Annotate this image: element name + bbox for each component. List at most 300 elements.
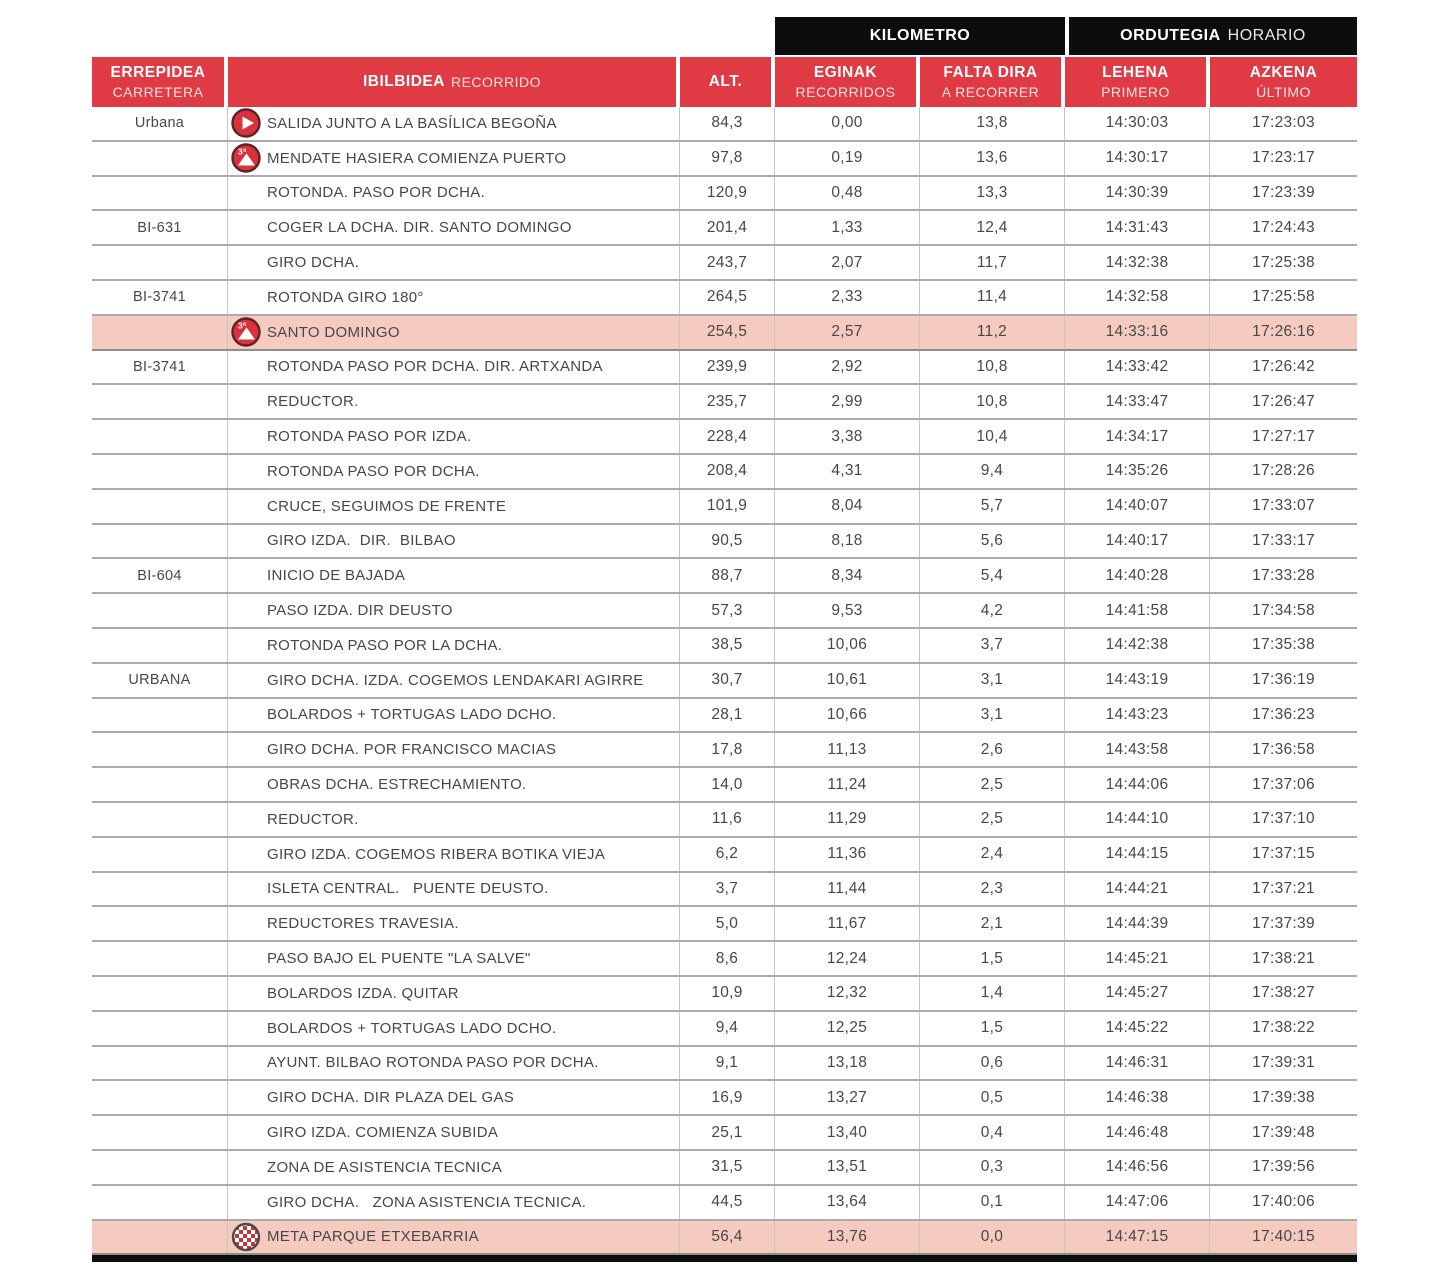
km-done-cell: 2,92	[775, 351, 920, 384]
last-rider-time-cell: 17:37:39	[1252, 914, 1315, 932]
description-cell	[228, 873, 680, 906]
road-cell: Urbana	[92, 107, 228, 140]
description-text: REDUCTOR.	[267, 393, 359, 411]
no-icon	[231, 665, 261, 695]
km-done-cell: 13,18	[775, 1047, 920, 1080]
altitude-cell: 239,9	[680, 351, 775, 384]
no-icon	[231, 944, 261, 974]
no-icon	[231, 1152, 261, 1182]
road-cell	[92, 1047, 228, 1080]
altitude-cell: 201,4	[680, 211, 775, 244]
description-text: ROTONDA GIRO 180°	[267, 288, 424, 306]
km-done-cell: 10,06	[775, 629, 920, 662]
description-text: CRUCE, SEGUIMOS DE FRENTE	[267, 497, 507, 515]
km-done-cell: 8,18	[775, 525, 920, 558]
km-done-cell: 12,24	[775, 942, 920, 975]
finish-flag-icon	[231, 1222, 261, 1252]
first-rider-time-cell: 14:47:15	[1065, 1221, 1210, 1254]
description-text: BOLARDOS IZDA. QUITAR	[267, 984, 459, 1002]
description-text: GIRO IZDA. DIR. BILBAO	[267, 532, 456, 550]
table-row	[92, 351, 1357, 386]
km-done-cell: 2,33	[775, 281, 920, 314]
first-rider-time-cell: 14:33:16	[1065, 316, 1210, 349]
road-cell	[92, 1081, 228, 1114]
km-done-cell: 2,99	[775, 385, 920, 418]
header-lehena-bold: LEHENA	[1102, 63, 1169, 81]
start-icon	[231, 108, 261, 138]
last-rider-time-cell: 17:37:15	[1252, 845, 1315, 863]
description-text: ROTONDA PASO POR IZDA.	[267, 428, 472, 446]
road-cell	[92, 1012, 228, 1045]
table-row	[92, 1151, 1357, 1186]
first-rider-time-cell: 14:40:28	[1065, 559, 1210, 592]
no-icon	[231, 839, 261, 869]
first-rider-time-cell: 14:30:39	[1065, 177, 1210, 210]
last-rider-time-cell: 17:39:38	[1252, 1088, 1315, 1106]
header-azkena-bold: AZKENA	[1249, 63, 1318, 81]
km-done-cell: 11,67	[775, 907, 920, 940]
header-azkena-light: ÚLTIMO	[1256, 83, 1311, 100]
last-rider-time-cell: 17:39:48	[1252, 1123, 1315, 1141]
first-rider-time-cell: 14:46:31	[1065, 1047, 1210, 1080]
altitude-cell: 5,0	[680, 907, 775, 940]
no-icon	[231, 978, 261, 1008]
svg-text:3ª: 3ª	[238, 320, 247, 331]
description-text: ISLETA CENTRAL. PUENTE DEUSTO.	[267, 880, 549, 898]
first-rider-time-cell: 14:44:06	[1065, 768, 1210, 801]
table-row	[92, 1116, 1357, 1151]
description-text: ZONA DE ASISTENCIA TECNICA	[267, 1158, 503, 1176]
no-icon	[231, 561, 261, 591]
description-cell	[228, 1081, 680, 1114]
km-done-cell: 11,24	[775, 768, 920, 801]
no-icon	[231, 1083, 261, 1113]
kilometro-band	[775, 17, 1065, 55]
altitude-cell: 235,7	[680, 385, 775, 418]
last-rider-time-cell: 17:40:06	[1252, 1193, 1315, 1211]
km-left-cell: 2,4	[920, 838, 1065, 871]
km-done-cell: 13,64	[775, 1186, 920, 1219]
header-alt-bold: ALT.	[708, 72, 743, 90]
first-rider-time-cell: 14:45:21	[1065, 942, 1210, 975]
km-left-cell: 10,4	[920, 420, 1065, 453]
altitude-cell: 120,9	[680, 177, 775, 210]
km-done-cell: 8,04	[775, 490, 920, 523]
km-left-cell: 5,7	[920, 490, 1065, 523]
header-falta-light: A RECORRER	[941, 83, 1040, 100]
km-done-cell: 11,29	[775, 803, 920, 836]
table-row	[92, 490, 1357, 525]
description-text: ROTONDA PASO POR LA DCHA.	[267, 636, 503, 654]
column-group-band	[92, 17, 1357, 55]
description-text: GIRO DCHA.	[267, 254, 360, 272]
table-row	[92, 455, 1357, 490]
altitude-cell: 16,9	[680, 1081, 775, 1114]
description-cell	[228, 977, 680, 1010]
km-left-cell: 1,5	[920, 1012, 1065, 1045]
first-rider-time-cell: 14:40:07	[1065, 490, 1210, 523]
km-left-cell: 10,8	[920, 385, 1065, 418]
svg-text:3ª: 3ª	[238, 146, 247, 157]
ordutegia-band	[1065, 17, 1357, 55]
km-done-cell: 9,53	[775, 594, 920, 627]
table-row	[92, 281, 1357, 316]
table-row	[92, 142, 1357, 177]
no-icon	[231, 735, 261, 765]
km-left-cell: 3,1	[920, 699, 1065, 732]
header-lehena	[1065, 57, 1210, 107]
altitude-cell: 17,8	[680, 733, 775, 766]
table-row	[92, 594, 1357, 629]
last-rider-time-cell: 17:37:06	[1252, 775, 1315, 793]
table-row	[92, 942, 1357, 977]
km-done-cell: 8,34	[775, 559, 920, 592]
table-row	[92, 525, 1357, 560]
description-text: ROTONDA PASO POR DCHA.	[267, 462, 480, 480]
description-text: PASO BAJO EL PUENTE "LA SALVE"	[267, 950, 531, 968]
no-icon	[231, 178, 261, 208]
description-text: INICIO DE BAJADA	[267, 567, 406, 585]
no-icon	[231, 596, 261, 626]
last-rider-time-cell: 17:38:27	[1252, 984, 1315, 1002]
km-done-cell: 13,51	[775, 1151, 920, 1184]
km-left-cell: 2,6	[920, 733, 1065, 766]
km-left-cell: 11,4	[920, 281, 1065, 314]
altitude-cell: 3,7	[680, 873, 775, 906]
last-rider-time-cell: 17:26:42	[1252, 357, 1315, 375]
header-ibilbidea	[228, 57, 680, 107]
last-rider-time-cell: 17:23:17	[1252, 149, 1315, 167]
altitude-cell: 30,7	[680, 664, 775, 697]
table-row	[92, 838, 1357, 873]
header-lehena-light: PRIMERO	[1101, 83, 1170, 100]
altitude-cell: 38,5	[680, 629, 775, 662]
km-done-cell: 10,66	[775, 699, 920, 732]
road-cell	[92, 699, 228, 732]
km-left-cell: 0,5	[920, 1081, 1065, 1114]
km-left-cell: 5,6	[920, 525, 1065, 558]
last-rider-time-cell: 17:38:21	[1252, 949, 1315, 967]
km-left-cell: 0,3	[920, 1151, 1065, 1184]
km-left-cell: 12,4	[920, 211, 1065, 244]
header-ibilbidea-bold: IBILBIDEA	[362, 72, 445, 90]
table-row	[92, 664, 1357, 699]
horario-band-label: HORARIO	[1227, 27, 1306, 44]
first-rider-time-cell: 14:42:38	[1065, 629, 1210, 662]
no-icon	[231, 700, 261, 730]
table-body	[92, 107, 1357, 1255]
table-row	[92, 1081, 1357, 1116]
description-text: SANTO DOMINGO	[267, 323, 400, 341]
road-cell	[92, 385, 228, 418]
table-row	[92, 177, 1357, 212]
km-left-cell: 3,7	[920, 629, 1065, 662]
km-done-cell: 0,48	[775, 177, 920, 210]
road-cell	[92, 1221, 228, 1254]
road-cell	[92, 1116, 228, 1149]
header-falta-bold: FALTA DIRA	[943, 63, 1038, 81]
last-rider-time-cell: 17:33:28	[1252, 566, 1315, 584]
road-cell	[92, 490, 228, 523]
altitude-cell: 90,5	[680, 525, 775, 558]
table-row	[92, 107, 1357, 142]
altitude-cell: 8,6	[680, 942, 775, 975]
km-done-cell: 2,57	[775, 316, 920, 349]
first-rider-time-cell: 14:46:56	[1065, 1151, 1210, 1184]
first-rider-time-cell: 14:31:43	[1065, 211, 1210, 244]
no-icon	[231, 1048, 261, 1078]
road-cell	[92, 594, 228, 627]
road-cell: BI-604	[92, 559, 228, 592]
description-cell	[228, 142, 680, 175]
km-done-cell: 4,31	[775, 455, 920, 488]
last-rider-time-cell: 17:33:07	[1252, 497, 1315, 515]
description-text: REDUCTOR.	[267, 810, 359, 828]
km-done-cell: 12,32	[775, 977, 920, 1010]
table-row	[92, 629, 1357, 664]
last-rider-time-cell: 17:27:17	[1252, 427, 1315, 445]
description-text: ROTONDA. PASO POR DCHA.	[267, 184, 486, 202]
description-cell	[228, 455, 680, 488]
last-rider-time-cell: 17:33:17	[1252, 531, 1315, 549]
altitude-cell: 6,2	[680, 838, 775, 871]
no-icon	[231, 526, 261, 556]
table-row	[92, 316, 1357, 351]
altitude-cell: 25,1	[680, 1116, 775, 1149]
altitude-cell: 28,1	[680, 699, 775, 732]
altitude-cell: 228,4	[680, 420, 775, 453]
last-rider-time-cell: 17:34:58	[1252, 601, 1315, 619]
description-cell	[228, 1221, 680, 1254]
table-row	[92, 559, 1357, 594]
description-cell	[228, 1116, 680, 1149]
road-cell	[92, 455, 228, 488]
no-icon	[231, 213, 261, 243]
description-text: BOLARDOS + TORTUGAS LADO DCHO.	[267, 706, 557, 724]
first-rider-time-cell: 14:43:58	[1065, 733, 1210, 766]
road-cell	[92, 733, 228, 766]
description-cell	[228, 1047, 680, 1080]
km-done-cell: 11,13	[775, 733, 920, 766]
road-cell: BI-631	[92, 211, 228, 244]
last-rider-time-cell: 17:23:39	[1252, 183, 1315, 201]
km-done-cell: 3,38	[775, 420, 920, 453]
km-done-cell: 10,61	[775, 664, 920, 697]
first-rider-time-cell: 14:43:23	[1065, 699, 1210, 732]
altitude-cell: 56,4	[680, 1221, 775, 1254]
description-text: GIRO DCHA. DIR PLAZA DEL GAS	[267, 1089, 515, 1107]
first-rider-time-cell: 14:33:47	[1065, 385, 1210, 418]
first-rider-time-cell: 14:30:03	[1065, 107, 1210, 140]
no-icon	[231, 874, 261, 904]
description-cell	[228, 907, 680, 940]
table-row	[92, 803, 1357, 838]
table-row	[92, 1221, 1357, 1256]
header-azkena	[1210, 57, 1357, 107]
header-eginak-light: RECORRIDOS	[795, 83, 896, 100]
header-errepidea-bold: ERREPIDEA	[110, 63, 206, 81]
table-row	[92, 733, 1357, 768]
km-left-cell: 0,0	[920, 1221, 1065, 1254]
altitude-cell: 9,4	[680, 1012, 775, 1045]
no-icon	[231, 1013, 261, 1043]
description-text: OBRAS DCHA. ESTRECHAMIENTO.	[267, 776, 527, 794]
first-rider-time-cell: 14:40:17	[1065, 525, 1210, 558]
first-rider-time-cell: 14:46:48	[1065, 1116, 1210, 1149]
ordutegia-band-label: ORDUTEGIA	[1120, 27, 1221, 44]
no-icon	[231, 1187, 261, 1217]
last-rider-time-cell: 17:37:21	[1252, 879, 1315, 897]
roadbook-table	[92, 17, 1357, 1262]
km-left-cell: 11,2	[920, 316, 1065, 349]
road-cell	[92, 768, 228, 801]
no-icon	[231, 282, 261, 312]
road-cell	[92, 1151, 228, 1184]
table-row	[92, 873, 1357, 908]
no-icon	[231, 387, 261, 417]
description-text: GIRO IZDA. COMIENZA SUBIDA	[267, 1124, 499, 1141]
km-left-cell: 1,5	[920, 942, 1065, 975]
km-done-cell: 11,44	[775, 873, 920, 906]
no-icon	[231, 248, 261, 278]
last-rider-time-cell: 17:36:23	[1252, 705, 1315, 723]
road-cell	[92, 977, 228, 1010]
description-cell	[228, 1186, 680, 1219]
first-rider-time-cell: 14:41:58	[1065, 594, 1210, 627]
table-row	[92, 385, 1357, 420]
road-cell	[92, 142, 228, 175]
km-left-cell: 13,8	[920, 107, 1065, 140]
altitude-cell: 14,0	[680, 768, 775, 801]
km-done-cell: 0,19	[775, 142, 920, 175]
description-cell	[228, 699, 680, 732]
altitude-cell: 243,7	[680, 246, 775, 279]
km-left-cell: 4,2	[920, 594, 1065, 627]
header-eginak-bold: EGINAK	[813, 63, 878, 81]
km-left-cell: 11,7	[920, 246, 1065, 279]
no-icon	[231, 770, 261, 800]
table-row	[92, 1186, 1357, 1221]
altitude-cell: 264,5	[680, 281, 775, 314]
last-rider-time-cell: 17:38:22	[1252, 1019, 1315, 1037]
no-icon	[231, 491, 261, 521]
last-rider-time-cell: 17:36:19	[1252, 671, 1315, 689]
road-cell	[92, 177, 228, 210]
first-rider-time-cell: 14:43:19	[1065, 664, 1210, 697]
description-cell	[228, 629, 680, 662]
description-text: SALIDA JUNTO A LA BASÍLICA BEGOÑA	[267, 114, 557, 132]
km-left-cell: 13,3	[920, 177, 1065, 210]
description-text: COGER LA DCHA. DIR. SANTO DOMINGO	[267, 219, 572, 237]
description-cell	[228, 177, 680, 210]
km-done-cell: 1,33	[775, 211, 920, 244]
last-rider-time-cell: 17:26:16	[1252, 323, 1315, 341]
description-cell	[228, 211, 680, 244]
first-rider-time-cell: 14:34:17	[1065, 420, 1210, 453]
no-icon	[231, 804, 261, 834]
last-rider-time-cell: 17:39:31	[1252, 1053, 1315, 1071]
km-done-cell: 13,27	[775, 1081, 920, 1114]
no-icon	[231, 909, 261, 939]
table-row	[92, 1012, 1357, 1047]
last-rider-time-cell: 17:25:58	[1252, 288, 1315, 306]
altitude-cell: 9,1	[680, 1047, 775, 1080]
road-cell	[92, 525, 228, 558]
description-text: ROTONDA PASO POR DCHA. DIR. ARTXANDA	[267, 358, 603, 376]
table-row	[92, 211, 1357, 246]
altitude-cell: 10,9	[680, 977, 775, 1010]
description-cell	[228, 385, 680, 418]
first-rider-time-cell: 14:44:39	[1065, 907, 1210, 940]
header-errepidea-light: CARRETERA	[112, 83, 204, 100]
road-cell	[92, 316, 228, 349]
description-cell	[228, 281, 680, 314]
km-left-cell: 0,1	[920, 1186, 1065, 1219]
road-cell	[92, 803, 228, 836]
road-cell	[92, 246, 228, 279]
table-row	[92, 699, 1357, 734]
km-left-cell: 0,6	[920, 1047, 1065, 1080]
no-icon	[231, 630, 261, 660]
description-text: REDUCTORES TRAVESIA.	[267, 915, 459, 933]
km-left-cell: 10,8	[920, 351, 1065, 384]
km-done-cell: 0,00	[775, 107, 920, 140]
description-text: MENDATE HASIERA COMIENZA PUERTO	[267, 149, 567, 167]
description-text: META PARQUE ETXEBARRIA	[267, 1228, 479, 1246]
last-rider-time-cell: 17:25:38	[1252, 253, 1315, 271]
altitude-cell: 11,6	[680, 803, 775, 836]
description-cell	[228, 246, 680, 279]
description-cell	[228, 768, 680, 801]
first-rider-time-cell: 14:33:42	[1065, 351, 1210, 384]
description-cell	[228, 594, 680, 627]
km-left-cell: 9,4	[920, 455, 1065, 488]
road-cell: URBANA	[92, 664, 228, 697]
description-cell	[228, 525, 680, 558]
last-rider-time-cell: 17:39:56	[1252, 1158, 1315, 1176]
first-rider-time-cell: 14:47:06	[1065, 1186, 1210, 1219]
first-rider-time-cell: 14:44:10	[1065, 803, 1210, 836]
km-left-cell: 2,3	[920, 873, 1065, 906]
first-rider-time-cell: 14:32:58	[1065, 281, 1210, 314]
description-cell	[228, 559, 680, 592]
road-cell	[92, 873, 228, 906]
altitude-cell: 208,4	[680, 455, 775, 488]
km-left-cell: 2,5	[920, 803, 1065, 836]
last-rider-time-cell: 17:24:43	[1252, 218, 1315, 236]
climb-3a-icon	[231, 317, 261, 347]
km-done-cell: 12,25	[775, 1012, 920, 1045]
description-cell	[228, 942, 680, 975]
description-cell	[228, 838, 680, 871]
altitude-cell: 84,3	[680, 107, 775, 140]
first-rider-time-cell: 14:44:21	[1065, 873, 1210, 906]
description-cell	[228, 420, 680, 453]
header-ibilbidea-light: RECORRIDO	[450, 73, 542, 90]
last-rider-time-cell: 17:37:10	[1252, 810, 1315, 828]
last-rider-time-cell: 17:23:03	[1252, 114, 1315, 132]
description-cell	[228, 316, 680, 349]
first-rider-time-cell: 14:45:27	[1065, 977, 1210, 1010]
description-text: BOLARDOS + TORTUGAS LADO DCHO.	[267, 1019, 557, 1037]
km-left-cell: 3,1	[920, 664, 1065, 697]
altitude-cell: 57,3	[680, 594, 775, 627]
km-left-cell: 1,4	[920, 977, 1065, 1010]
description-cell	[228, 1151, 680, 1184]
km-done-cell: 13,76	[775, 1221, 920, 1254]
table-bottom-rule	[92, 1255, 1357, 1262]
altitude-cell: 31,5	[680, 1151, 775, 1184]
